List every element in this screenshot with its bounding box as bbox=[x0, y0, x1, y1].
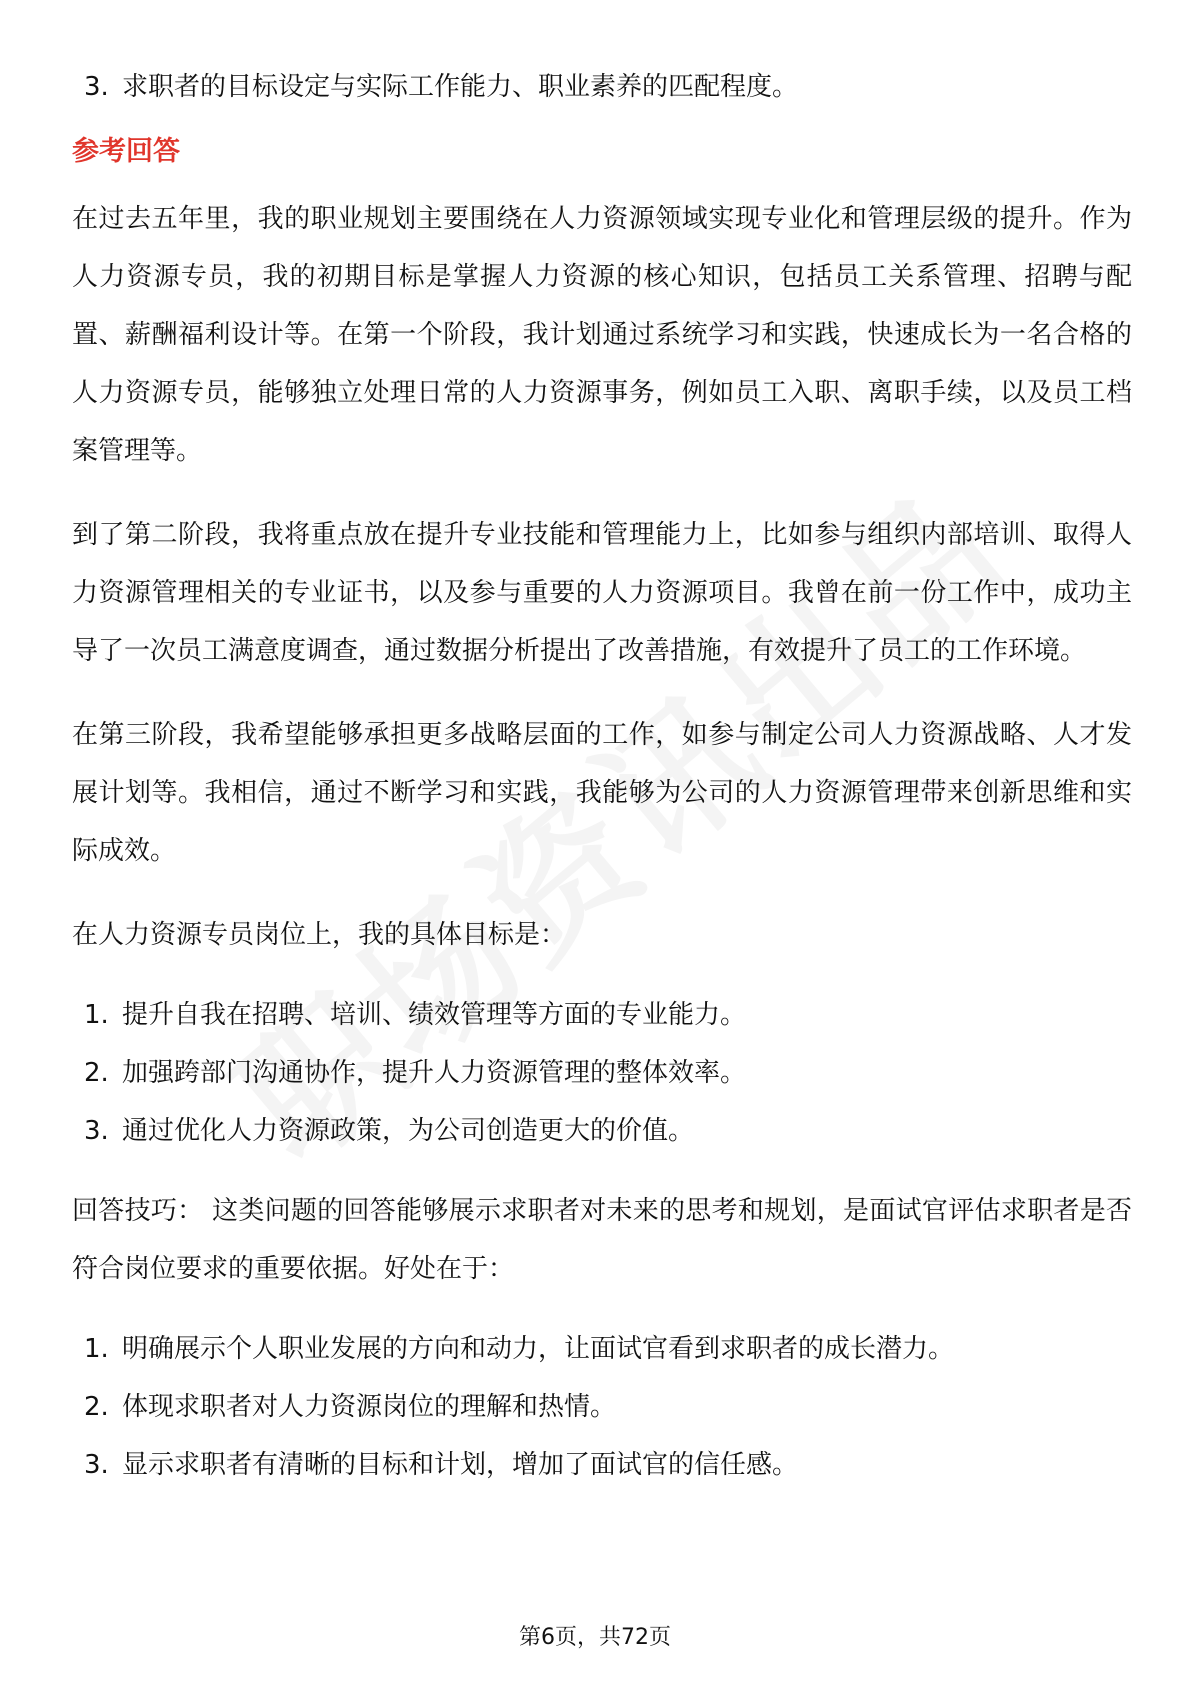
criteria-list bbox=[72, 58, 1132, 116]
page-number: 第6页，共72页 bbox=[519, 1625, 671, 1650]
list-item-number: 3. bbox=[84, 1116, 109, 1146]
paragraph: 在人力资源专员岗位上，我的具体目标是： bbox=[72, 920, 567, 950]
list-item-text: 明确展示个人职业发展的方向和动力，让面试官看到求职者的成长潜力。 bbox=[122, 1334, 955, 1364]
paragraph: 到了第二阶段，我将重点放在提升专业技能和管理能力上，比如参与组织内部培训、取得人力资源管理相关的专业证书，以及参与重要的人力资源项目。我曾在前一份工作中，成功主导了一次员工满意度调查，通过数据分析提出了改善措施，有效提升了员工的工作环境。 bbox=[72, 520, 1132, 666]
paragraph: 在过去五年里，我的职业规划主要围绕在人力资源领域实现专业化和管理层级的提升。作为人力资源专员，我的初期目标是掌握人力资源的核心知识，包括员工关系管理、招聘与配置、薪酬福利设计等。在第一个阶段，我计划通过系统学习和实践，快速成长为一名合格的人力资源专员，能够独立处理日常的人力资源事务，例如员工入职、离职手续，以及员工档案管理等。 bbox=[72, 204, 1132, 466]
list-item bbox=[72, 1436, 1132, 1494]
paragraph: 在第三阶段，我希望能够承担更多战略层面的工作，如参与制定公司人力资源战略、人才发展计划等。我相信，通过不断学习和实践，我能够为公司的人力资源管理带来创新思维和实际成效。 bbox=[72, 720, 1132, 866]
list-item-number: 2. bbox=[84, 1392, 109, 1422]
list-item-text: 加强跨部门沟通协作，提升人力资源管理的整体效率。 bbox=[122, 1058, 747, 1088]
list-item bbox=[72, 1102, 1132, 1160]
list-item-number: 3. bbox=[84, 72, 109, 102]
list-item-text: 通过优化人力资源政策，为公司创造更大的价值。 bbox=[122, 1116, 695, 1146]
list-item-text: 提升自我在招聘、培训、绩效管理等方面的专业能力。 bbox=[122, 1000, 747, 1030]
list-item bbox=[72, 1320, 1132, 1378]
tips-paragraph: 回答技巧： 这类问题的回答能够展示求职者对未来的思考和规划，是面试官评估求职者是否符合岗位要求的重要依据。好处在于： bbox=[72, 1196, 1132, 1284]
page-content bbox=[72, 58, 1132, 1494]
list-item bbox=[72, 1378, 1132, 1436]
list-item-number: 2. bbox=[84, 1058, 109, 1088]
list-item-number: 1. bbox=[84, 1000, 109, 1030]
answer-heading: 参考回答 bbox=[72, 136, 180, 167]
list-item bbox=[72, 1044, 1132, 1102]
list-item-number: 3. bbox=[84, 1450, 109, 1480]
benefits-list bbox=[72, 1320, 1132, 1494]
list-item-text: 显示求职者有清晰的目标和计划，增加了面试官的信任感。 bbox=[122, 1450, 799, 1480]
list-item-text: 体现求职者对人力资源岗位的理解和热情。 bbox=[122, 1392, 617, 1422]
list-item-text: 求职者的目标设定与实际工作能力、职业素养的匹配程度。 bbox=[122, 72, 799, 102]
list-item-number: 1. bbox=[84, 1334, 109, 1364]
list-item bbox=[72, 58, 1132, 116]
list-item bbox=[72, 986, 1132, 1044]
goals-list bbox=[72, 986, 1132, 1160]
